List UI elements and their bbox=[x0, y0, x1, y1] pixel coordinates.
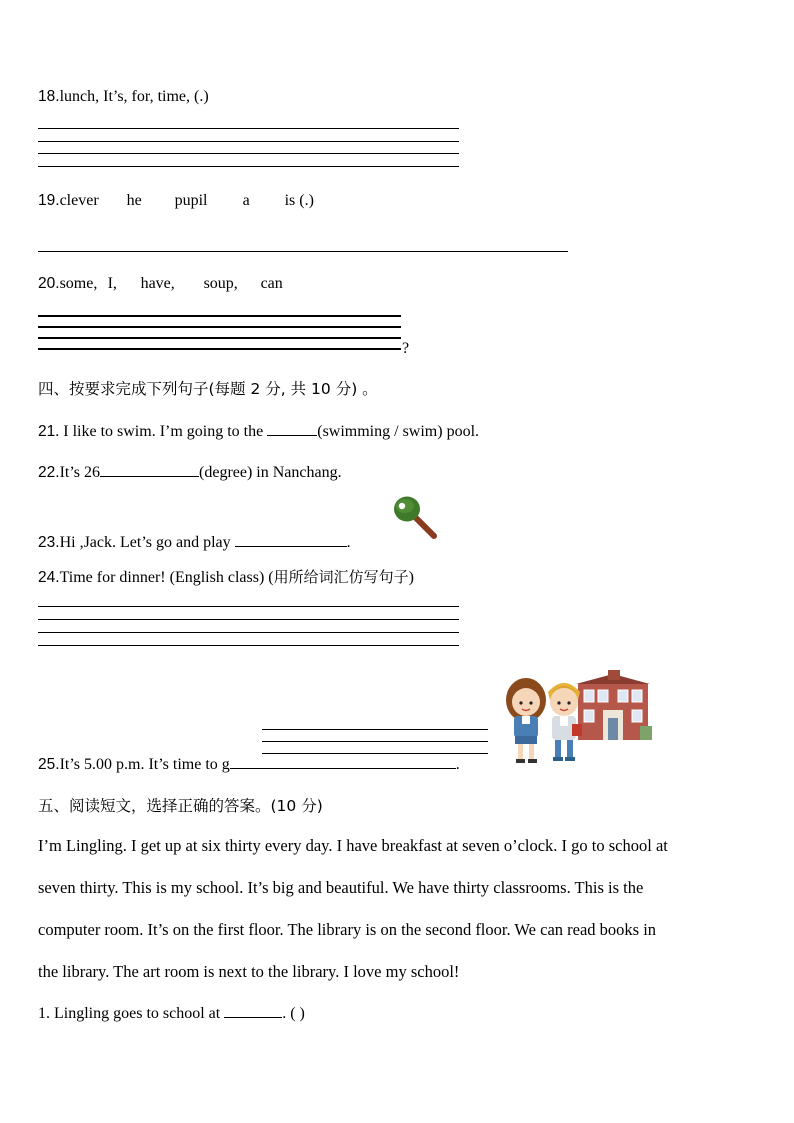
answer-line[interactable] bbox=[38, 128, 459, 129]
question-text: (swimming / swim) pool. bbox=[317, 423, 480, 440]
question-20 bbox=[38, 275, 283, 293]
question-text: ) bbox=[408, 569, 414, 586]
question-21 bbox=[38, 421, 479, 441]
answer-line[interactable] bbox=[38, 619, 459, 620]
question-mark: ? bbox=[402, 340, 410, 357]
answer-blank[interactable] bbox=[230, 754, 456, 769]
reading-passage-line: the library. The art room is next to the library. I love my school! bbox=[38, 962, 460, 981]
word: I, bbox=[107, 275, 117, 292]
question-text: (degree) in Nanchang. bbox=[199, 464, 342, 481]
answer-line[interactable] bbox=[38, 315, 401, 317]
answer-blank[interactable] bbox=[100, 462, 199, 477]
question-text: Time for dinner! (English class) ( bbox=[59, 569, 274, 586]
answer-line[interactable] bbox=[38, 153, 459, 154]
reading-passage-line: computer room. It’s on the first floor. The library is on the second floor. We can read books in bbox=[38, 920, 657, 939]
word: pupil bbox=[174, 192, 208, 209]
word: can bbox=[260, 275, 283, 292]
answer-line[interactable] bbox=[38, 337, 401, 339]
answer-blank[interactable] bbox=[235, 532, 347, 547]
answer-blank[interactable] bbox=[267, 421, 317, 436]
question-instruction: 用所给词汇仿写句子 bbox=[273, 568, 409, 586]
question-text: . I like to swim. I’m going to the bbox=[55, 423, 268, 440]
word: clever bbox=[59, 192, 99, 209]
question-text: . bbox=[455, 756, 460, 773]
question-number: 22. bbox=[38, 464, 60, 481]
reading-question-1 bbox=[38, 1003, 305, 1023]
reading-passage-line: I’m Lingling. I get up at six thirty every day. I have breakfast at seven o’clock. I go to school at bbox=[38, 836, 668, 855]
question-number: 21 bbox=[38, 423, 56, 440]
word: he bbox=[126, 192, 142, 209]
answer-line[interactable] bbox=[262, 741, 488, 742]
section-4-heading: 四、按要求完成下列句子(每题 2 分, 共 10 分) 。 bbox=[38, 380, 378, 398]
answer-line[interactable] bbox=[38, 141, 459, 142]
question-number: 25. bbox=[38, 756, 60, 773]
word: soup, bbox=[203, 275, 238, 292]
answer-line[interactable] bbox=[262, 729, 488, 730]
question-18 bbox=[38, 88, 209, 106]
answer-line[interactable] bbox=[38, 348, 401, 350]
word: is (.) bbox=[284, 192, 314, 209]
answer-blank[interactable] bbox=[224, 1003, 282, 1018]
section-5-heading: 五、阅读短文，选择正确的答案。(10 分) bbox=[38, 797, 323, 815]
ping-pong-paddle-icon bbox=[390, 492, 442, 544]
answer-line[interactable] bbox=[38, 326, 401, 328]
word: some, bbox=[59, 275, 98, 292]
answer-line[interactable] bbox=[38, 606, 459, 607]
question-23 bbox=[38, 532, 351, 552]
question-text: 1. Lingling goes to school at bbox=[38, 1005, 225, 1022]
question-text: It’s 26 bbox=[59, 464, 101, 481]
answer-line[interactable] bbox=[38, 632, 459, 633]
question-number: 20. bbox=[38, 275, 60, 292]
question-number: 24. bbox=[38, 569, 60, 586]
question-text: . bbox=[346, 534, 351, 551]
question-22 bbox=[38, 462, 342, 482]
children-going-to-school-illustration bbox=[498, 670, 654, 768]
word: have, bbox=[140, 275, 175, 292]
question-19 bbox=[38, 192, 314, 210]
word: a bbox=[242, 192, 250, 209]
answer-line[interactable] bbox=[38, 166, 459, 167]
answer-line[interactable] bbox=[38, 251, 568, 252]
answer-line[interactable] bbox=[38, 645, 459, 646]
question-number: 18. bbox=[38, 88, 60, 105]
question-24 bbox=[38, 566, 414, 587]
question-text: lunch, It’s, for, time, (.) bbox=[59, 88, 209, 105]
question-number: 23. bbox=[38, 534, 60, 551]
question-text: It’s 5.00 p.m. It’s time to g bbox=[59, 756, 230, 773]
question-text: Hi ,Jack. Let’s go and play bbox=[59, 534, 235, 551]
question-number: 19. bbox=[38, 192, 60, 209]
question-25 bbox=[38, 754, 460, 774]
reading-passage-line: seven thirty. This is my school. It’s big and beautiful. We have thirty classrooms. This is the bbox=[38, 878, 644, 897]
answer-bracket[interactable]: . ( ) bbox=[282, 1005, 305, 1022]
